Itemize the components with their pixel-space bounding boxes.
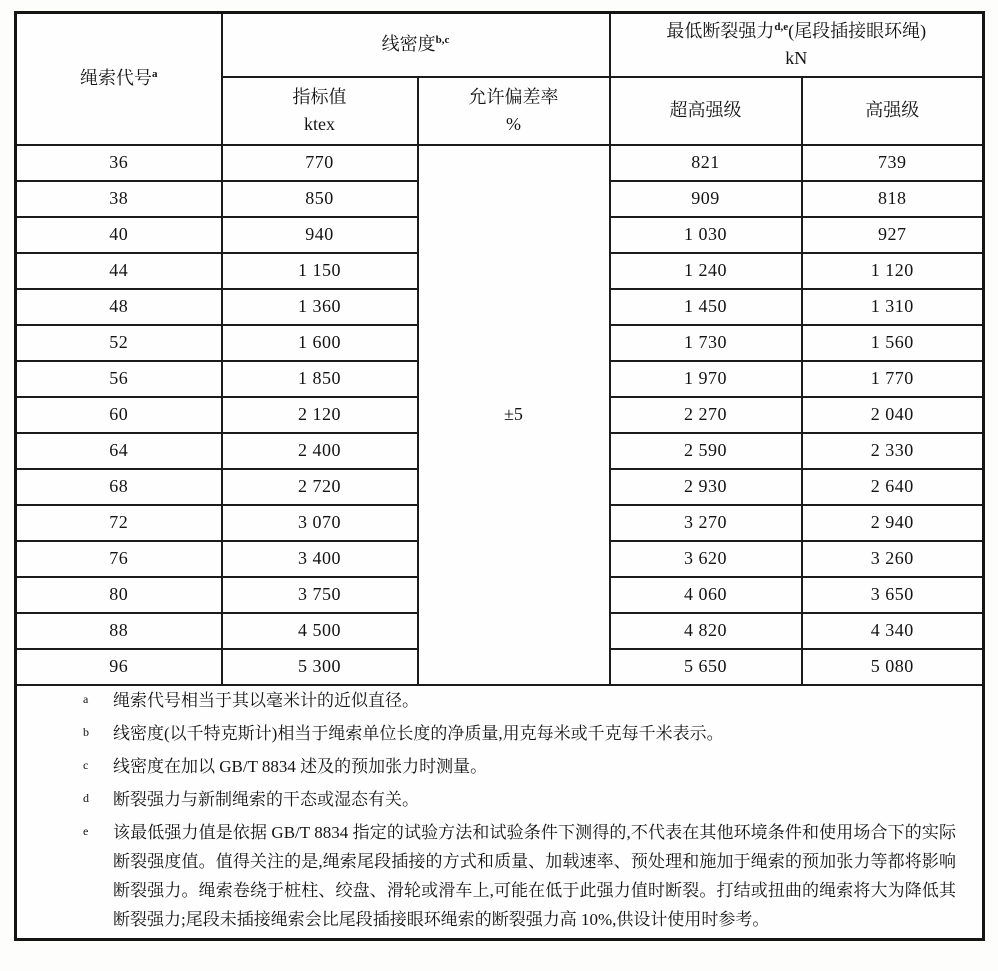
footnote-ref-a: a — [152, 68, 158, 81]
cell-ktex: 2 720 — [222, 469, 418, 505]
cell-ultra: 1 970 — [610, 361, 802, 397]
cell-high: 818 — [802, 181, 984, 217]
footnotes-block — [16, 685, 984, 940]
cell-tolerance: ±5 — [418, 145, 610, 685]
footnote-b — [17, 719, 982, 748]
footnote-text: 该最低强力值是依据 GB/T 8834 指定的试验方法和试验条件下测得的,不代表在其他环境条件和使用场合下的实际断裂强度值。值得关注的是,绳索尾段插接的方式和质量、加载速率、预处理和施加于绳索的预加张力等都将影响断裂强力。绳索卷绕于桩柱、绞盘、滑轮或滑车上,可能在低于此强力值时断裂。打结或扭曲的绳索将大为降低其断裂强力;尾段未插接绳索会比尾段插接眼环绳索的断裂强力高 10%,供设计使用时参考。 — [113, 822, 956, 929]
cell-ultra: 3 270 — [610, 505, 802, 541]
cell-high: 3 650 — [802, 577, 984, 613]
cell-high: 5 080 — [802, 649, 984, 685]
footnote-text: 线密度(以千特克斯计)相当于绳索单位长度的净质量,用克每米或千克每千米表示。 — [113, 723, 724, 743]
cell-ultra: 2 590 — [610, 433, 802, 469]
header-tolerance: 允许偏差率 % — [418, 77, 610, 145]
footnote-marker: c — [83, 757, 89, 772]
cell-code: 48 — [16, 289, 222, 325]
cell-ultra: 4 060 — [610, 577, 802, 613]
cell-code: 72 — [16, 505, 222, 541]
table-row — [16, 145, 984, 181]
tolerance-unit: % — [506, 113, 521, 134]
cell-ktex: 1 150 — [222, 253, 418, 289]
cell-ktex: 1 360 — [222, 289, 418, 325]
cell-code: 68 — [16, 469, 222, 505]
cell-code: 76 — [16, 541, 222, 577]
cell-ktex: 3 070 — [222, 505, 418, 541]
cell-code: 56 — [16, 361, 222, 397]
cell-high: 739 — [802, 145, 984, 181]
cell-ktex: 770 — [222, 145, 418, 181]
min-strength-unit: kN — [785, 47, 808, 68]
cell-high: 2 040 — [802, 397, 984, 433]
footnote-ref-bc: b,c — [435, 34, 450, 47]
cell-high: 2 330 — [802, 433, 984, 469]
cell-ultra: 909 — [610, 181, 802, 217]
cell-ktex: 1 600 — [222, 325, 418, 361]
header-ultra-high-grade: 超高强级 — [610, 77, 802, 145]
header-min-breaking-strength — [610, 13, 984, 77]
footnote-marker: a — [83, 691, 89, 706]
cell-ultra: 1 030 — [610, 217, 802, 253]
cell-ktex: 940 — [222, 217, 418, 253]
cell-high: 4 340 — [802, 613, 984, 649]
cell-ktex: 2 400 — [222, 433, 418, 469]
cell-high: 3 260 — [802, 541, 984, 577]
cell-ktex: 5 300 — [222, 649, 418, 685]
footnote-text: 断裂强力与新制绳索的干态或湿态有关。 — [113, 789, 419, 809]
cell-ktex: 3 400 — [222, 541, 418, 577]
cell-code: 64 — [16, 433, 222, 469]
nominal-unit: ktex — [304, 113, 335, 134]
cell-code: 40 — [16, 217, 222, 253]
cell-high: 2 940 — [802, 505, 984, 541]
cell-ultra: 1 240 — [610, 253, 802, 289]
cell-ultra: 5 650 — [610, 649, 802, 685]
footnote-c — [17, 752, 982, 781]
rope-spec-table — [14, 11, 985, 941]
cell-ultra: 3 620 — [610, 541, 802, 577]
footnote-text: 绳索代号相当于其以毫米计的近似直径。 — [113, 690, 419, 710]
cell-ultra: 821 — [610, 145, 802, 181]
footnote-marker: e — [83, 823, 89, 838]
table-footnotes — [16, 685, 984, 940]
footnote-d — [17, 785, 982, 814]
cell-high: 1 560 — [802, 325, 984, 361]
footnote-marker: b — [83, 724, 89, 739]
cell-ktex: 4 500 — [222, 613, 418, 649]
cell-ktex: 2 120 — [222, 397, 418, 433]
cell-code: 36 — [16, 145, 222, 181]
footnote-text: 线密度在加以 GB/T 8834 述及的预加张力时测量。 — [113, 756, 488, 776]
cell-code: 96 — [16, 649, 222, 685]
cell-ultra: 2 930 — [610, 469, 802, 505]
footnote-a — [17, 686, 982, 715]
table-body — [16, 145, 984, 685]
cell-high: 1 770 — [802, 361, 984, 397]
header-linear-density: 线密度$^{b,c}$ — [222, 13, 610, 77]
cell-ktex: 1 850 — [222, 361, 418, 397]
cell-code: 52 — [16, 325, 222, 361]
cell-ultra: 4 820 — [610, 613, 802, 649]
header-high-grade: 高强级 — [802, 77, 984, 145]
cell-high: 927 — [802, 217, 984, 253]
cell-ktex: 850 — [222, 181, 418, 217]
header-nominal-value: 指标值 ktex — [222, 77, 418, 145]
cell-code: 80 — [16, 577, 222, 613]
cell-code: 88 — [16, 613, 222, 649]
cell-high: 1 310 — [802, 289, 984, 325]
header-rope-code: 绳索代号$^a$ — [16, 13, 222, 145]
cell-ktex: 3 750 — [222, 577, 418, 613]
cell-high: 2 640 — [802, 469, 984, 505]
footnote-ref-de: d,e — [774, 20, 789, 33]
min-strength-title: 最低断裂强力$^{d,e}$(尾段插接眼环绳) — [666, 20, 927, 41]
cell-ultra: 1 450 — [610, 289, 802, 325]
cell-code: 44 — [16, 253, 222, 289]
cell-code: 38 — [16, 181, 222, 217]
cell-code: 60 — [16, 397, 222, 433]
footnote-marker: d — [83, 790, 89, 805]
footnote-e — [17, 818, 982, 934]
cell-high: 1 120 — [802, 253, 984, 289]
table-header — [16, 13, 984, 145]
cell-ultra: 2 270 — [610, 397, 802, 433]
cell-ultra: 1 730 — [610, 325, 802, 361]
